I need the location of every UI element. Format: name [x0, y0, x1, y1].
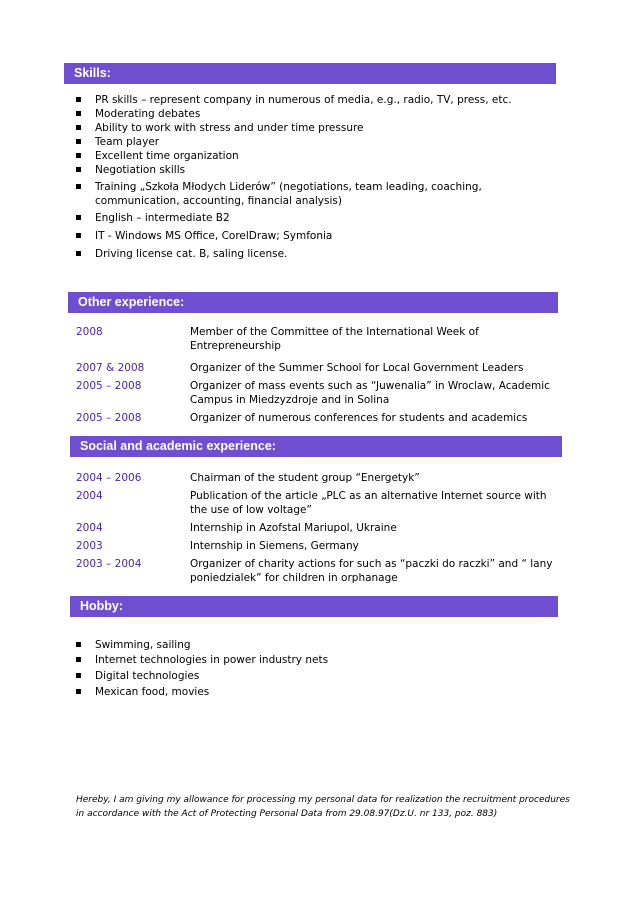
experience-description: Internship in Siemens, Germany — [190, 540, 359, 552]
skill-text: Driving license cat. B, saling license. — [95, 248, 288, 260]
skill-text: IT - Windows MS Office, CorelDraw; Symfonia — [95, 230, 333, 242]
bullet-square-icon — [76, 125, 81, 130]
skill-item — [76, 247, 545, 261]
other-experience-header: Other experience: — [68, 292, 558, 313]
bullet-square-icon — [76, 233, 81, 238]
experience-date: 2003 – 2004 — [76, 558, 142, 570]
experience-date: 2005 – 2008 — [76, 380, 142, 392]
bullet-square-icon — [76, 111, 81, 116]
hobby-item — [76, 685, 545, 700]
skill-item — [76, 107, 545, 121]
experience-date: 2008 — [76, 326, 103, 338]
experience-date: 2007 & 2008 — [76, 362, 145, 374]
skill-item — [76, 180, 545, 211]
bullet-square-icon — [76, 657, 81, 662]
experience-description: Publication of the article „PLC as an alternative Internet source with the use of low voltage” — [190, 490, 547, 516]
skill-item — [76, 149, 545, 163]
skill-item — [76, 163, 545, 180]
bullet-square-icon — [76, 153, 81, 158]
skill-text: Training „Szkoła Młodych Liderów” (negotiations, team leading, coaching, communication, accounting, financial analysis) — [95, 181, 482, 207]
data-consent-clause: Hereby, I am giving my allowance for processing my personal data for realization the recruitment procedures in accordance with the Act of Protecting Personal Data from 29.08.97(Dz.U. nr 133, poz. 883) — [76, 795, 570, 819]
experience-description: Organizer of mass events such as “Juwenalia” in Wroclaw, Academic Campus in Miedzyzdroje and in Solina — [190, 380, 550, 406]
hobby-text: Swimming, sailing — [95, 639, 191, 651]
hobby-header: Hobby: — [70, 596, 558, 617]
skill-text: Negotiation skills — [95, 164, 186, 176]
bullet-square-icon — [76, 642, 81, 647]
bullet-square-icon — [76, 184, 81, 189]
bullet-square-icon — [76, 139, 81, 144]
hobby-item — [76, 653, 545, 669]
bullet-square-icon — [76, 673, 81, 678]
experience-description: Organizer of charity actions for such as “paczki do raczki” and “ lany poniedzialek” for children in orphanage — [190, 558, 553, 584]
experience-date: 2003 — [76, 540, 103, 552]
experience-description: Internship in Azofstal Mariupol, Ukraine — [190, 522, 397, 534]
bullet-square-icon — [76, 215, 81, 220]
experience-date: 2004 — [76, 522, 103, 534]
skill-text: Team player — [95, 136, 160, 148]
hobby-item — [76, 638, 545, 653]
skill-item — [76, 211, 545, 229]
hobby-item — [76, 669, 545, 685]
experience-date: 2005 – 2008 — [76, 412, 142, 424]
skill-text: Excellent time organization — [95, 150, 239, 162]
skill-text: Moderating debates — [95, 108, 201, 120]
skill-item — [76, 93, 545, 107]
skill-text: Ability to work with stress and under time pressure — [95, 122, 364, 134]
skill-item — [76, 229, 545, 247]
bullet-square-icon — [76, 97, 81, 102]
skill-item — [76, 121, 545, 135]
experience-description: Member of the Committee of the International Week of Entrepreneurship — [190, 326, 479, 352]
skill-item — [76, 135, 545, 149]
skill-text: English – intermediate B2 — [95, 212, 230, 224]
experience-date: 2004 – 2006 — [76, 472, 142, 484]
social-experience-header: Social and academic experience: — [70, 436, 562, 457]
skill-text: PR skills – represent company in numerous of media, e.g., radio, TV, press, etc. — [95, 94, 512, 106]
hobby-list — [76, 638, 545, 700]
experience-description: Organizer of the Summer School for Local Government Leaders — [190, 362, 524, 374]
hobby-text: Mexican food, movies — [95, 686, 210, 698]
experience-description: Chairman of the student group “Energetyk” — [190, 472, 420, 484]
hobby-text: Digital technologies — [95, 670, 200, 682]
experience-date: 2004 — [76, 490, 103, 502]
experience-description: Organizer of numerous conferences for students and academics — [190, 412, 528, 424]
bullet-square-icon — [76, 689, 81, 694]
bullet-square-icon — [76, 167, 81, 172]
hobby-text: Internet technologies in power industry nets — [95, 654, 329, 666]
skills-header: Skills: — [64, 63, 556, 84]
bullet-square-icon — [76, 251, 81, 256]
skills-list — [76, 93, 545, 261]
